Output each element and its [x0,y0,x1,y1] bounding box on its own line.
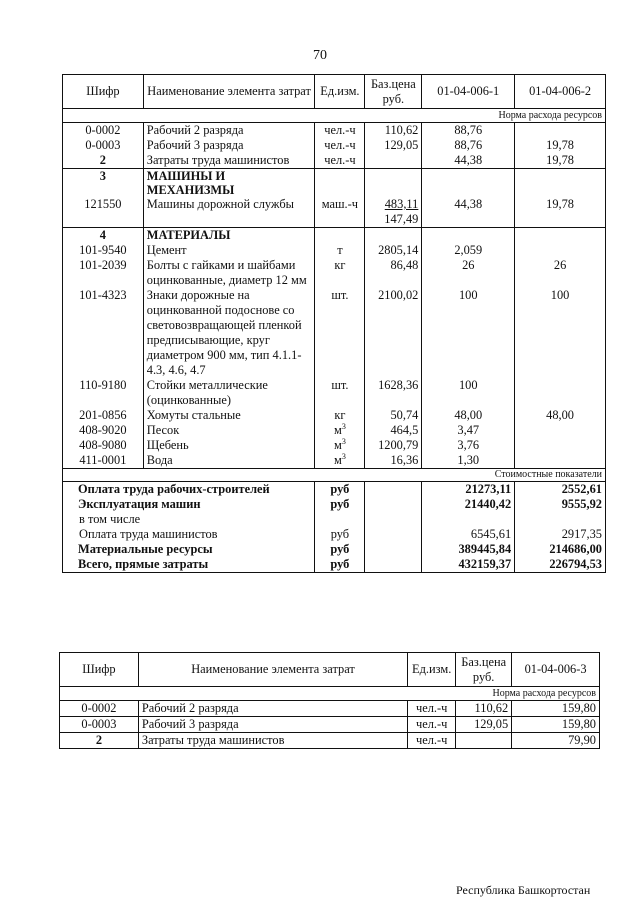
row-price: 464,5 [365,423,422,438]
row-value-2 [515,123,606,139]
row-price [365,153,422,169]
page-number: 70 [313,48,327,63]
row-value-1: 44,38 [422,197,515,228]
cost-row [63,482,606,498]
row-price: 2805,14 [365,243,422,258]
row-price: 50,74 [365,408,422,423]
row-name: Вода [143,453,315,469]
row-value-1: 88,76 [422,138,515,153]
header-col-1: 01-04-006-1 [422,75,515,109]
row-name: Рабочий 3 разряда [138,717,407,733]
row-name: Хомуты стальные [143,408,315,423]
cost-unit: руб [315,527,365,542]
row-code: 411-0001 [63,453,144,469]
row-code: 0-0003 [63,138,144,153]
row-name: Цемент [143,243,315,258]
row-code: 2 [60,733,139,749]
row-unit: чел.-ч [408,733,456,749]
row-value-1: 88,76 [422,123,515,139]
row-unit: кг [334,408,346,422]
row-unit: чел.-ч [408,717,456,733]
row-value-2 [515,243,606,258]
row-code: 408-9080 [63,438,144,453]
cost-value-1: 21440,42 [422,497,515,512]
row-code: 121550 [63,197,144,228]
row-unit: чел.-ч [324,138,356,152]
row-value-2: 19,78 [515,153,606,169]
header-unit: Ед.изм. [315,75,365,109]
header-col-1: 01-04-006-3 [512,653,600,687]
row-unit: чел.-ч [408,701,456,717]
cost-price [365,482,422,498]
section-title: МАТЕРИАЛЫ [143,228,315,244]
table-header-row [63,75,606,109]
row-code: 408-9020 [63,423,144,438]
row-code: 101-9540 [63,243,144,258]
cost-value-1: 432159,37 [422,557,515,573]
row-code: 0-0002 [63,123,144,139]
row-price: 129,05 [456,717,512,733]
norm-caption: Норма расхода ресурсов [60,687,600,701]
cost-price [365,512,422,527]
row-unit: $м^3$ [333,436,346,452]
cost-name: Материальные ресурсы [63,542,315,557]
table-row [63,423,606,438]
row-value-1: 100 [422,288,515,378]
resource-table-1 [62,74,606,573]
row-value-2 [515,438,606,453]
header-unit: Ед.изм. [408,653,456,687]
row-unit: $м^3$ [315,453,365,469]
table-row [63,153,606,169]
cost-caption: Стоимостные показатели [63,469,606,482]
cost-row [63,557,606,573]
table-row [60,717,600,733]
header-price: Баз.цена руб. [365,75,422,109]
cost-price [365,497,422,512]
cost-price [365,527,422,542]
row-unit: $м^3$ [333,421,346,437]
footer-region: Республика Башкортостан [456,883,591,897]
row-value-2: 100 [515,288,606,378]
header-code: Шифр [63,75,144,109]
table-row [63,138,606,153]
row-price: 483,11 147,49 [365,197,422,228]
header-price: Баз.цена руб. [456,653,512,687]
section-code: 3 [63,169,144,198]
row-value-1: 48,00 [422,408,515,423]
row-code: 101-2039 [63,258,144,288]
row-price: 2100,02 [365,288,422,378]
row-value-2: 19,78 [515,197,606,228]
row-value-2 [515,453,606,469]
row-value-1: 26 [422,258,515,288]
section-row [63,228,606,244]
row-price [456,733,512,749]
table-header-row [60,653,600,687]
cost-name: Эксплуатация машин [63,497,315,512]
section-row [63,169,606,198]
cost-row [63,527,606,542]
row-name: Болты с гайками и шайбами оцинкованные, диаметр 12 мм [143,258,315,288]
row-unit: чел.-ч [315,153,365,169]
cost-name: в том числе [63,512,315,527]
cost-row [63,512,606,527]
row-name: Рабочий 2 разряда [138,701,407,717]
section-title: МАШИНЫ И МЕХАНИЗМЫ [143,169,315,198]
row-price: 1628,36 [365,378,422,408]
header-col-2: 01-04-006-2 [515,75,606,109]
row-code: 0-0003 [60,717,139,733]
row-value-1: 3,76 [422,438,515,453]
table-row [63,378,606,408]
cost-name: Оплата труда рабочих-строителей [63,482,315,498]
cost-unit: руб [315,482,365,498]
cost-value-1: 21273,11 [422,482,515,498]
table-row [63,197,606,228]
cost-unit: руб [315,542,365,557]
row-price: 16,36 [365,453,422,469]
resource-table-2 [59,652,600,749]
table-row [60,701,600,717]
cost-unit: руб [315,497,365,512]
header-name: Наименование элемента затрат [138,653,407,687]
row-code: 0-0002 [60,701,139,717]
cost-value-2: 2917,35 [515,527,606,542]
table-row [63,408,606,423]
table-row [63,453,606,469]
table-row [63,288,606,378]
row-value-2 [515,423,606,438]
cost-value-2: 226794,53 [515,557,606,573]
cost-value-2: 2552,61 [515,482,606,498]
header-name: Наименование элемента затрат [143,75,315,109]
row-price: 1200,79 [365,438,422,453]
row-value-2: 19,78 [515,138,606,153]
table-row [63,258,606,288]
row-value-1: 2,059 [422,243,515,258]
row-unit: шт. [331,378,349,392]
cost-value-1 [422,512,515,527]
cost-price [365,557,422,573]
row-name: Песок [143,423,315,438]
table-row [63,438,606,453]
row-name: Машины дорожной службы [143,197,315,228]
cost-value-2: 214686,00 [515,542,606,557]
cost-row [63,497,606,512]
table-row [63,123,606,139]
header-code: Шифр [60,653,139,687]
row-unit: кг [334,258,346,272]
row-name: Затраты труда машинистов [143,153,315,169]
row-name: Щебень [143,438,315,453]
cost-value-1: 6545,61 [422,527,515,542]
row-price: 110,62 [365,123,422,139]
row-unit: маш.-ч [315,197,365,228]
row-unit: чел.-ч [324,123,356,137]
table-row [60,733,600,749]
cost-price [365,542,422,557]
cost-value-2 [515,512,606,527]
row-value-1: 44,38 [422,153,515,169]
row-value-1: 1,30 [422,453,515,469]
cost-unit [315,512,365,527]
row-name: Рабочий 3 разряда [143,138,315,153]
row-value-1: 3,47 [422,423,515,438]
row-name: Знаки дорожные на оцинкованной подоснове со световозвращающей пленкой предписывающие, круг диаметром 900 мм, тип 4.1.1-4.3, 4.6, 4.7 [143,288,315,378]
row-name: Рабочий 2 разряда [143,123,315,139]
row-unit: т [337,243,343,257]
row-value-1: 159,80 [512,701,600,717]
row-code: 110-9180 [63,378,144,408]
cost-value-2: 9555,92 [515,497,606,512]
cost-row [63,542,606,557]
row-code: 2 [63,153,144,169]
row-value-1: 79,90 [512,733,600,749]
row-code: 101-4323 [63,288,144,378]
row-name: Стойки металлические (оцинкованные) [143,378,315,408]
row-price: 86,48 [365,258,422,288]
row-code: 201-0856 [63,408,144,423]
table-row [63,243,606,258]
row-value-2: 48,00 [515,408,606,423]
row-price: 110,62 [456,701,512,717]
row-price: 129,05 [365,138,422,153]
section-code: 4 [63,228,144,244]
row-value-1: 100 [422,378,515,408]
cost-unit: руб [315,557,365,573]
row-unit: шт. [331,288,349,302]
cost-name: Всего, прямые затраты [63,557,315,573]
row-value-2 [515,378,606,408]
cost-value-1: 389445,84 [422,542,515,557]
row-name: Затраты труда машинистов [138,733,407,749]
row-value-2: 26 [515,258,606,288]
norm-caption: Норма расхода ресурсов [63,109,606,123]
cost-name: Оплата труда машинистов [63,527,315,542]
row-value-1: 159,80 [512,717,600,733]
